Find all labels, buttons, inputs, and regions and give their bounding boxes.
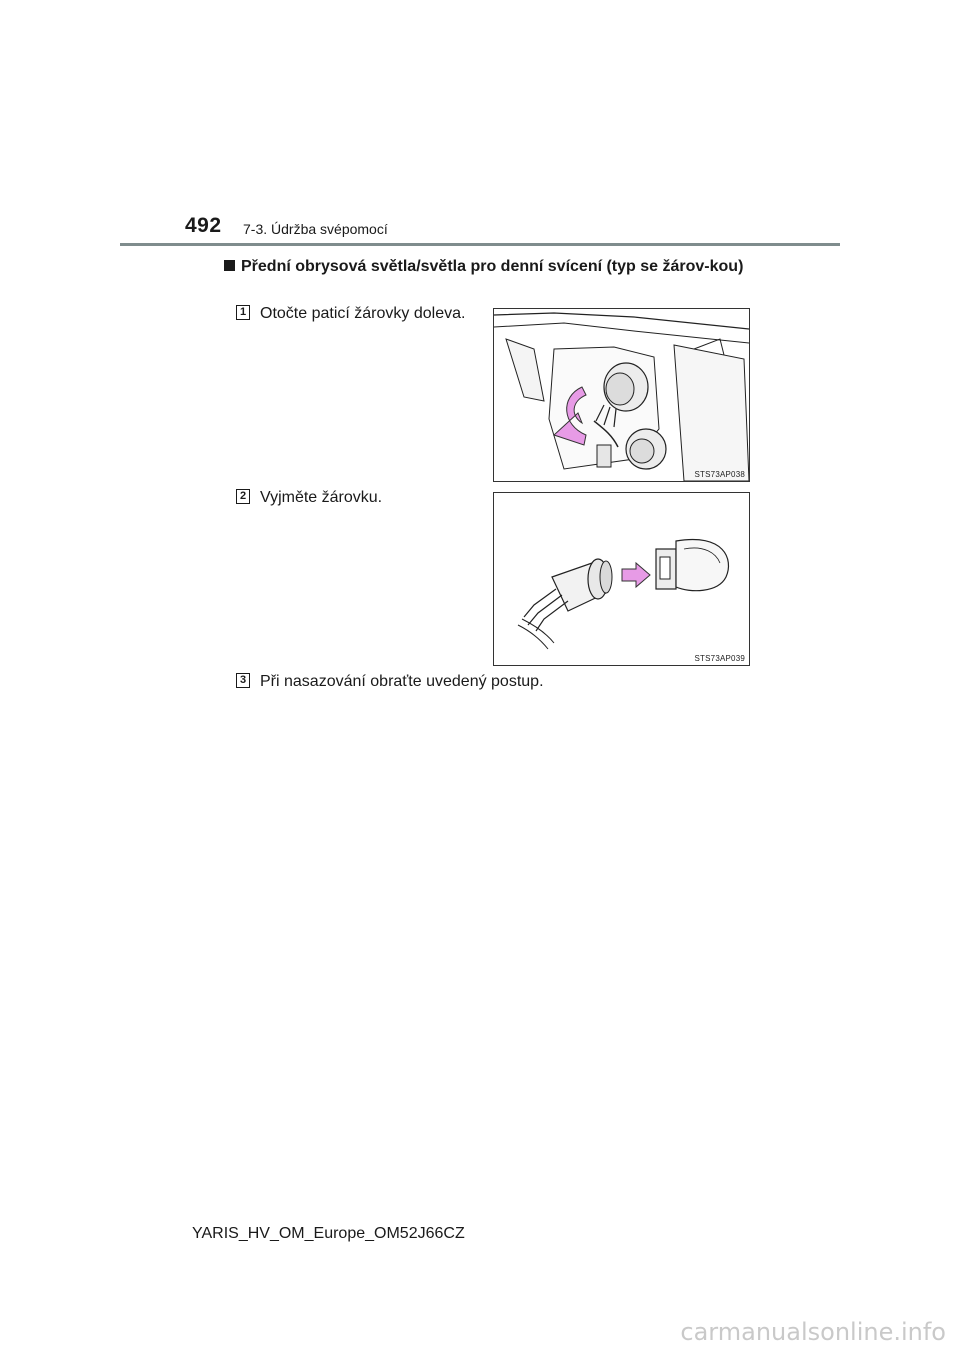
figure-code: STS73AP038 <box>694 470 745 479</box>
step-text-1: Otočte paticí žárovky doleva. <box>260 305 466 322</box>
remove-arrow-icon <box>622 563 650 587</box>
watermark: carmanualsonline.info <box>680 1318 946 1346</box>
subsection-heading <box>224 255 752 278</box>
step-badge-3: 3 <box>236 673 250 688</box>
remove-bulb-illustration <box>494 493 749 665</box>
figure-remove-bulb <box>493 492 750 666</box>
step-text-2: Vyjměte žárovku. <box>260 489 383 506</box>
rotate-socket-illustration <box>494 309 749 481</box>
heading-text: Přední obrysová světla/světla pro denní svícení (typ se žárov-kou) <box>241 258 744 275</box>
step-badge-2: 2 <box>236 489 250 504</box>
header-rule <box>120 243 840 246</box>
step-badge-1: 1 <box>236 305 250 320</box>
page-number: 492 <box>185 214 222 237</box>
step-text-3: Při nasazování obraťte uvedený postup. <box>260 673 544 690</box>
figure-rotate-bulb <box>493 308 750 482</box>
footer-doc-code: YARIS_HV_OM_Europe_OM52J66CZ <box>192 1225 465 1242</box>
square-bullet-icon <box>224 260 235 271</box>
section-title: 7-3. Údržba svépomocí <box>243 221 388 237</box>
figure-code: STS73AP039 <box>694 654 745 663</box>
